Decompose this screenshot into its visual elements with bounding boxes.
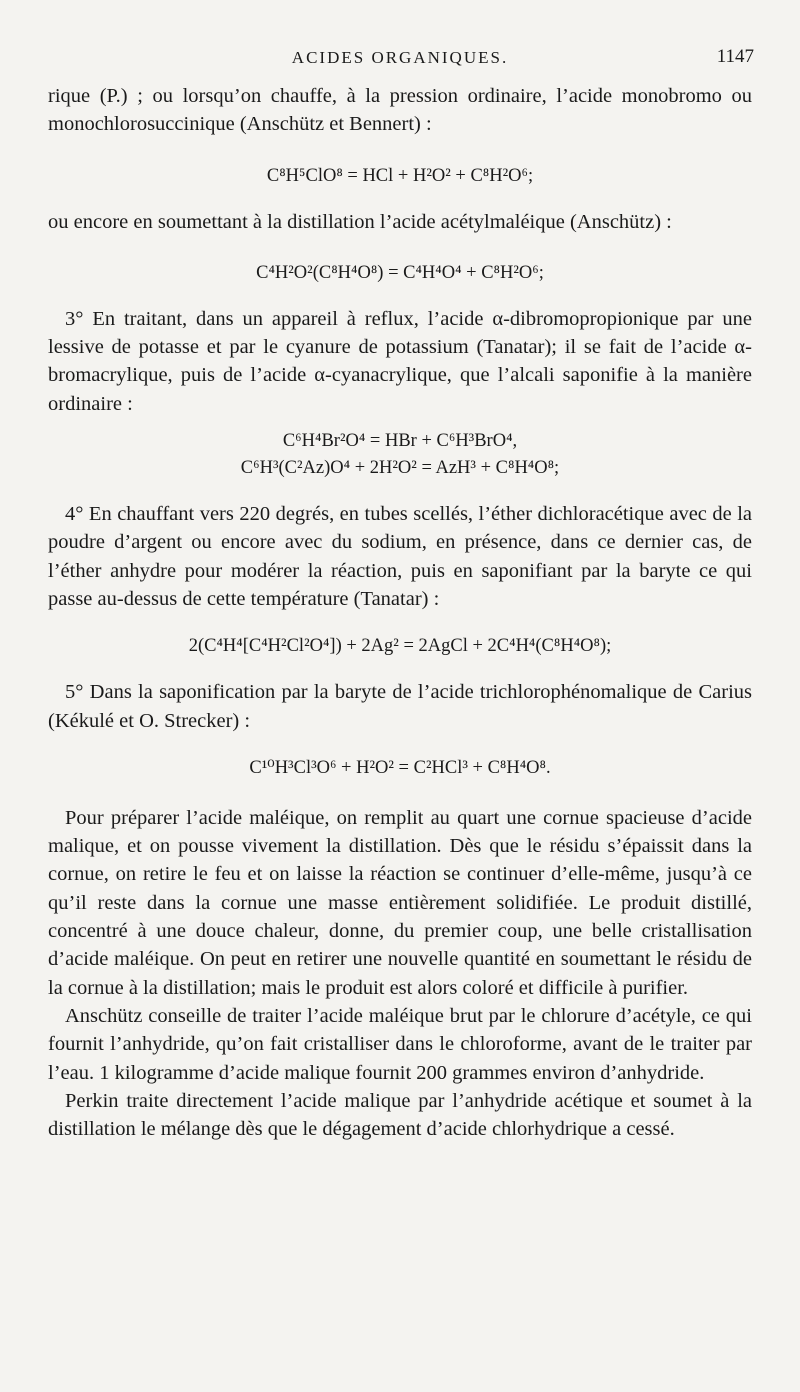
page-body [48,82,752,1143]
paragraph-acetylmaleique: ou encore en soumettant à la distillation l’acide acétylmaléique (Anschütz) : [48,210,672,233]
paragraph-perkin: Perkin traite directement l’acide malique par l’anhydride acétique et soumet à la distillation le mélange dès que le dégagement d’acide chlorhydrique a cessé. [48,1089,752,1141]
paragraph-preparation: Pour préparer l’acide maléique, on remplit au quart une cornue spacieuse d’acide malique, et on pousse vivement la distillation. Dès que le résidu s’épaissit dans la cornue, on retire le feu et on laisse la réaction se continuer d’elle-même, jusqu’à ce qu’il reste dans la cornue une masse entièrement solidifiée. Le produit distillé, concentré à une douce chaleur, donne, du premier coup, une belle cristallisation d’acide maléique. On peut en retirer une nouvelle quantité en soumettant le résidu de la cornue à la distillation; mais le produit est alors coloré et difficile à purifier. [48,806,752,999]
formula-acetylmaleique: C⁴H²O²(C⁸H⁴O⁸) = C⁴H⁴O⁴ + C⁸H²O⁶; [256,262,544,283]
page-number: 1147 [716,46,754,67]
formula-dibromopropionique: C⁶H⁴Br²O⁴ = HBr + C⁶H³BrO⁴, [282,431,518,452]
paragraph-method-5: 5° Dans la saponification par la baryte de l’acide trichlorophénomalique de Carius (Kékulé et O. Strecker) : [48,681,752,732]
formula-dichloracetique: 2(C⁴H⁴[C⁴H²Cl²O⁴]) + 2Ag² = 2AgCl + 2C⁴H⁴(C⁸H⁴O⁸); [188,636,612,657]
paragraph-method-4: 4° En chauffant vers 220 degrés, en tubes scellés, l’éther dichloracétique avec de la poudre d’argent ou encore avec du sodium, en présence, dans ce dernier cas, de l’éther anhydre pour modérer la réaction, puis en saponifiant par la baryte ce qui passe au-dessus de cette température (Tanatar) : [48,503,752,610]
header-title: ACIDES ORGANIQUES. [291,48,509,67]
paragraph-continuation: rique (P.) ; ou lorsqu’on chauffe, à la pression ordinaire, l’acide monobromo ou monochlorosuccinique (Anschütz et Bennert) : [48,85,752,136]
running-header [46,44,754,74]
paragraph-anschutz: Anschütz conseille de traiter l’acide maléique brut par le chlorure d’acétyle, ce qui fournit l’anhydride, qu’on fait cristalliser dans le chloroforme, avant de le traiter par l’eau. 1 kilogramme d’acide malique fournit 200 grammes environ d’anhydride. [48,1004,752,1084]
formula-cyanacrylique: C⁶H³(C²Az)O⁴ + 2H²O² = AzH³ + C⁸H⁴O⁸; [240,458,560,479]
paragraph-method-3: 3° En traitant, dans un appareil à reflux, l’acide α-dibromopropionique par une lessive de potasse et par le cyanure de potassium (Tanatar); il se fait de l’acide α-bromacrylique, puis de l’acide α-cyanacrylique, que l’alcali saponifie à la manière ordinaire : [48,307,752,415]
formula-trichlorophenomalique: C¹⁰H³Cl³O⁶ + H²O² = C²HCl³ + C⁸H⁴O⁸. [249,757,551,778]
formula-chlorosuccinique: C⁸H⁵ClO⁸ = HCl + H²O² + C⁸H²O⁶; [266,165,534,186]
